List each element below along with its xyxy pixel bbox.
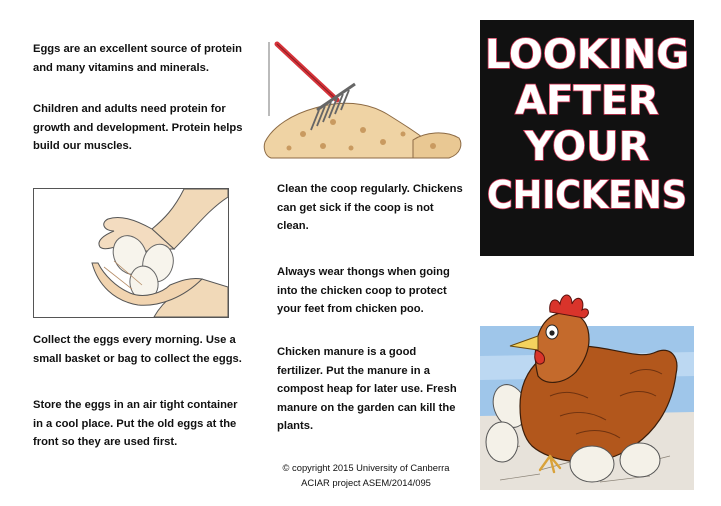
hen-icon <box>480 256 694 490</box>
store-eggs-paragraph <box>33 396 248 452</box>
rake-icon <box>263 38 463 166</box>
text-line: Chicken manure is a good <box>277 346 417 358</box>
clean-coop-paragraph <box>277 180 473 236</box>
text-line: manure on the garden can kill the <box>277 401 456 414</box>
project-line: ACIAR project ASEM/2014/095 <box>301 477 431 488</box>
text-line: Clean the coop regularly. Chickens <box>277 183 463 195</box>
hands-holding-eggs-illustration <box>33 188 229 318</box>
text-line: clean. <box>277 220 309 232</box>
growth-paragraph <box>33 100 248 156</box>
text-line: Always wear thongs when going <box>277 266 450 278</box>
text-line: and many vitamins and minerals. <box>33 61 209 74</box>
title-line-3: YOUR <box>524 124 650 170</box>
text-line: in a cool place. Put the old eggs at the <box>33 417 237 430</box>
text-line: fertilizer. Put the manure in a <box>277 364 430 377</box>
manure-paragraph <box>277 343 473 436</box>
wear-thongs-paragraph <box>277 263 473 319</box>
text-line: can get sick if the coop is not <box>277 201 434 214</box>
cover-panel <box>477 0 721 506</box>
title-line-1: LOOKING <box>484 32 690 78</box>
text-line: plants. <box>277 420 314 432</box>
text-line: small basket or bag to collect the eggs. <box>33 352 242 365</box>
cover <box>480 20 694 490</box>
text-line: growth and development. Protein helps <box>33 121 243 134</box>
text-line: front so they are used first. <box>33 436 178 448</box>
text-line: Children and adults need protein for <box>33 103 226 115</box>
middle-panel <box>255 0 477 506</box>
collect-eggs-paragraph <box>33 331 248 368</box>
text-line: compost heap for later use. Fresh <box>277 383 457 395</box>
text-line: Eggs are an excellent source of protein <box>33 43 242 55</box>
cover-title-art <box>480 28 694 228</box>
text-line: your feet from chicken poo. <box>277 303 424 315</box>
title-line-4: CHICKENS <box>487 173 687 217</box>
copyright-notice <box>255 460 477 490</box>
cover-title <box>480 28 694 228</box>
protein-paragraph <box>33 40 248 77</box>
hands-eggs-icon <box>34 189 228 317</box>
hen-illustration <box>480 256 694 490</box>
text-line: into the chicken coop to protect <box>277 284 447 297</box>
title-line-2: AFTER <box>515 78 659 124</box>
text-line: Store the eggs in an air tight container <box>33 399 238 411</box>
text-line: Collect the eggs every morning. Use a <box>33 334 236 346</box>
text-line: build our muscles. <box>33 140 132 152</box>
copyright-line: © copyright 2015 University of Canberra <box>282 462 450 473</box>
left-panel <box>0 0 255 506</box>
rake-and-straw-illustration <box>263 38 463 166</box>
